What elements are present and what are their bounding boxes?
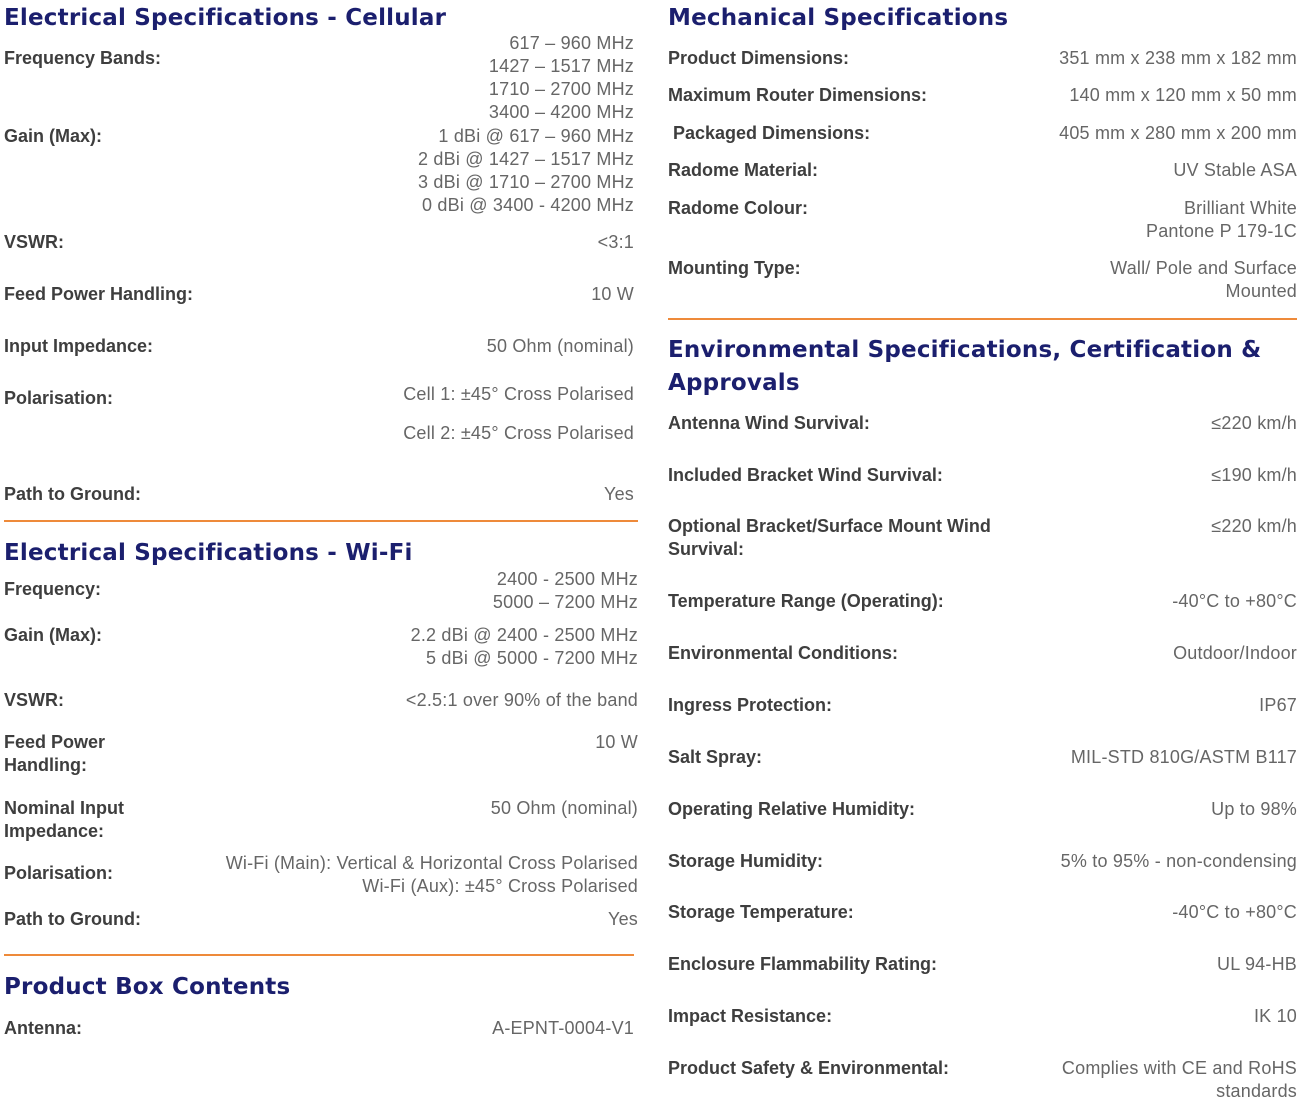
wifi-gain-2: 5 dBi @ 5000 - 7200 MHz — [426, 648, 638, 668]
cellular-feed-power-label: Feed Power Handling: — [4, 284, 194, 304]
mech-product-dimensions-label: Product Dimensions: — [668, 48, 850, 68]
wifi-input-impedance-label-line-2: Impedance: — [4, 821, 105, 841]
env-bracket-wind-value: ≤190 km/h — [1211, 465, 1297, 485]
env-safety-label: Product Safety & Environmental: — [668, 1058, 950, 1078]
env-safety-value-2: standards — [1216, 1081, 1297, 1101]
wifi-input-impedance-label-line-1: Nominal Input — [4, 798, 124, 818]
mech-packaged-dimensions-value: 405 mm x 280 mm x 200 mm — [1059, 123, 1297, 143]
env-storage-temp-value: -40°C to +80°C — [1172, 902, 1297, 922]
mech-mounting-type-label: Mounting Type: — [668, 258, 801, 278]
cellular-input-impedance-label: Input Impedance: — [4, 336, 154, 356]
cellular-polarisation-value-1: Cell 1: ±45° Cross Polarised — [403, 384, 634, 404]
cellular-frequency-bands-label: Frequency Bands: — [4, 48, 162, 68]
env-optional-bracket-wind-label-line-2: Survival: — [668, 539, 745, 559]
mech-radome-material-value: UV Stable ASA — [1173, 160, 1297, 180]
env-conditions-value: Outdoor/Indoor — [1173, 643, 1297, 663]
wifi-frequency-value — [493, 568, 638, 614]
box-antenna-value: A-EPNT-0004-V1 — [492, 1018, 634, 1038]
cellular-frequency-bands-value — [489, 32, 634, 124]
cellular-section-title: Electrical Specifications - Cellular — [4, 5, 447, 31]
cellular-band-4: 3400 – 4200 MHz — [488, 102, 634, 122]
mech-mounting-type-value — [1110, 257, 1297, 303]
box-antenna-label: Antenna: — [4, 1018, 82, 1038]
env-bracket-wind-label: Included Bracket Wind Survival: — [668, 465, 943, 485]
env-humidity-operating-label: Operating Relative Humidity: — [668, 799, 916, 819]
wifi-gain-1: 2.2 dBi @ 2400 - 2500 MHz — [410, 625, 638, 645]
env-salt-spray-label: Salt Spray: — [668, 747, 763, 767]
env-safety-value — [1062, 1057, 1297, 1103]
wifi-frequency-2: 5000 – 7200 MHz — [492, 592, 638, 612]
mech-mounting-type-2: Mounted — [1225, 281, 1297, 301]
wifi-frequency-1: 2400 - 2500 MHz — [496, 569, 638, 589]
wifi-divider — [4, 954, 634, 956]
mech-radome-colour-2: Pantone P 179-1C — [1146, 221, 1297, 241]
wifi-path-to-ground-label: Path to Ground: — [4, 909, 141, 929]
env-flammability-label: Enclosure Flammability Rating: — [668, 954, 938, 974]
cellular-gain-label: Gain (Max): — [4, 126, 103, 146]
env-temp-operating-value: -40°C to +80°C — [1172, 591, 1297, 611]
env-antenna-wind-label: Antenna Wind Survival: — [668, 413, 870, 433]
cellular-vswr-value: <3:1 — [597, 232, 634, 252]
cellular-polarisation-value-2: Cell 2: ±45° Cross Polarised — [403, 423, 634, 443]
wifi-polarisation-2: Wi-Fi (Aux): ±45° Cross Polarised — [362, 876, 638, 896]
env-storage-humidity-value: 5% to 95% - non-condensing — [1060, 851, 1297, 871]
box-contents-title: Product Box Contents — [4, 974, 291, 1000]
mech-router-dimensions-label: Maximum Router Dimensions: — [668, 85, 928, 105]
env-optional-bracket-wind-label — [668, 515, 991, 561]
wifi-frequency-label: Frequency: — [4, 579, 102, 599]
env-storage-humidity-label: Storage Humidity: — [668, 851, 824, 871]
cellular-path-to-ground-value: Yes — [604, 484, 634, 504]
cellular-band-1: 617 – 960 MHz — [509, 33, 634, 53]
cellular-gain-3: 3 dBi @ 1710 – 2700 MHz — [418, 172, 634, 192]
cellular-band-3: 1710 – 2700 MHz — [488, 79, 634, 99]
cellular-feed-power-value: 10 W — [591, 284, 634, 304]
environmental-title-line-1: Environmental Specifications, Certification & — [668, 337, 1262, 363]
env-storage-temp-label: Storage Temperature: — [668, 902, 854, 922]
cellular-band-2: 1427 – 1517 MHz — [488, 56, 634, 76]
wifi-feed-power-label-line-2: Handling: — [4, 755, 87, 775]
env-flammability-value: UL 94-HB — [1217, 954, 1297, 974]
env-optional-bracket-wind-label-line-1: Optional Bracket/Surface Mount Wind — [668, 516, 991, 536]
cellular-path-to-ground-label: Path to Ground: — [4, 484, 141, 504]
mech-product-dimensions-value: 351 mm x 238 mm x 182 mm — [1059, 48, 1297, 68]
wifi-path-to-ground-value: Yes — [608, 909, 638, 929]
cellular-gain-2: 2 dBi @ 1427 – 1517 MHz — [418, 149, 634, 169]
cellular-input-impedance-value: 50 Ohm (nominal) — [486, 336, 634, 356]
mech-router-dimensions-value: 140 mm x 120 mm x 50 mm — [1069, 85, 1297, 105]
mech-radome-material-label: Radome Material: — [668, 160, 819, 180]
wifi-gain-value — [411, 624, 638, 670]
environmental-title-line-2: Approvals — [668, 370, 800, 396]
wifi-polarisation-value — [226, 852, 638, 898]
mech-radome-colour-1: Brilliant White — [1183, 198, 1297, 218]
env-impact-label: Impact Resistance: — [668, 1006, 833, 1026]
env-ingress-value: IP67 — [1259, 695, 1297, 715]
env-impact-value: IK 10 — [1253, 1006, 1297, 1026]
mechanical-section-title: Mechanical Specifications — [668, 5, 1009, 31]
env-optional-bracket-wind-value: ≤220 km/h — [1211, 516, 1297, 536]
environmental-section-title — [668, 334, 1261, 400]
wifi-feed-power-label — [4, 731, 105, 777]
wifi-gain-label: Gain (Max): — [4, 625, 103, 645]
env-salt-spray-value: MIL-STD 810G/ASTM B117 — [1070, 747, 1297, 767]
cellular-vswr-label: VSWR: — [4, 232, 64, 252]
cellular-gain-value — [418, 125, 634, 217]
mech-mounting-type-1: Wall/ Pole and Surface — [1110, 258, 1297, 278]
env-safety-value-1: Complies with CE and RoHS — [1061, 1058, 1297, 1078]
mechanical-divider — [668, 318, 1297, 320]
cellular-gain-4: 0 dBi @ 3400 - 4200 MHz — [422, 195, 634, 215]
mech-packaged-dimensions-label: Packaged Dimensions: — [673, 123, 871, 143]
env-ingress-label: Ingress Protection: — [668, 695, 833, 715]
cellular-divider — [4, 520, 638, 522]
mech-radome-colour-value — [1146, 197, 1297, 243]
wifi-section-title: Electrical Specifications - Wi-Fi — [4, 540, 413, 566]
wifi-input-impedance-label — [4, 797, 124, 843]
wifi-input-impedance-value: 50 Ohm (nominal) — [490, 798, 638, 818]
env-temp-operating-label: Temperature Range (Operating): — [668, 591, 944, 611]
mech-radome-colour-label: Radome Colour: — [668, 198, 809, 218]
env-humidity-operating-value: Up to 98% — [1211, 799, 1297, 819]
cellular-polarisation-label: Polarisation: — [4, 388, 114, 408]
wifi-vswr-label: VSWR: — [4, 690, 64, 710]
wifi-feed-power-value: 10 W — [595, 732, 638, 752]
wifi-vswr-value: <2.5:1 over 90% of the band — [405, 690, 638, 710]
env-conditions-label: Environmental Conditions: — [668, 643, 899, 663]
wifi-polarisation-label: Polarisation: — [4, 863, 114, 883]
wifi-polarisation-1: Wi-Fi (Main): Vertical & Horizontal Cross Polarised — [225, 853, 638, 873]
env-antenna-wind-value: ≤220 km/h — [1211, 413, 1297, 433]
cellular-gain-1: 1 dBi @ 617 – 960 MHz — [438, 126, 634, 146]
wifi-feed-power-label-line-1: Feed Power — [4, 732, 106, 752]
